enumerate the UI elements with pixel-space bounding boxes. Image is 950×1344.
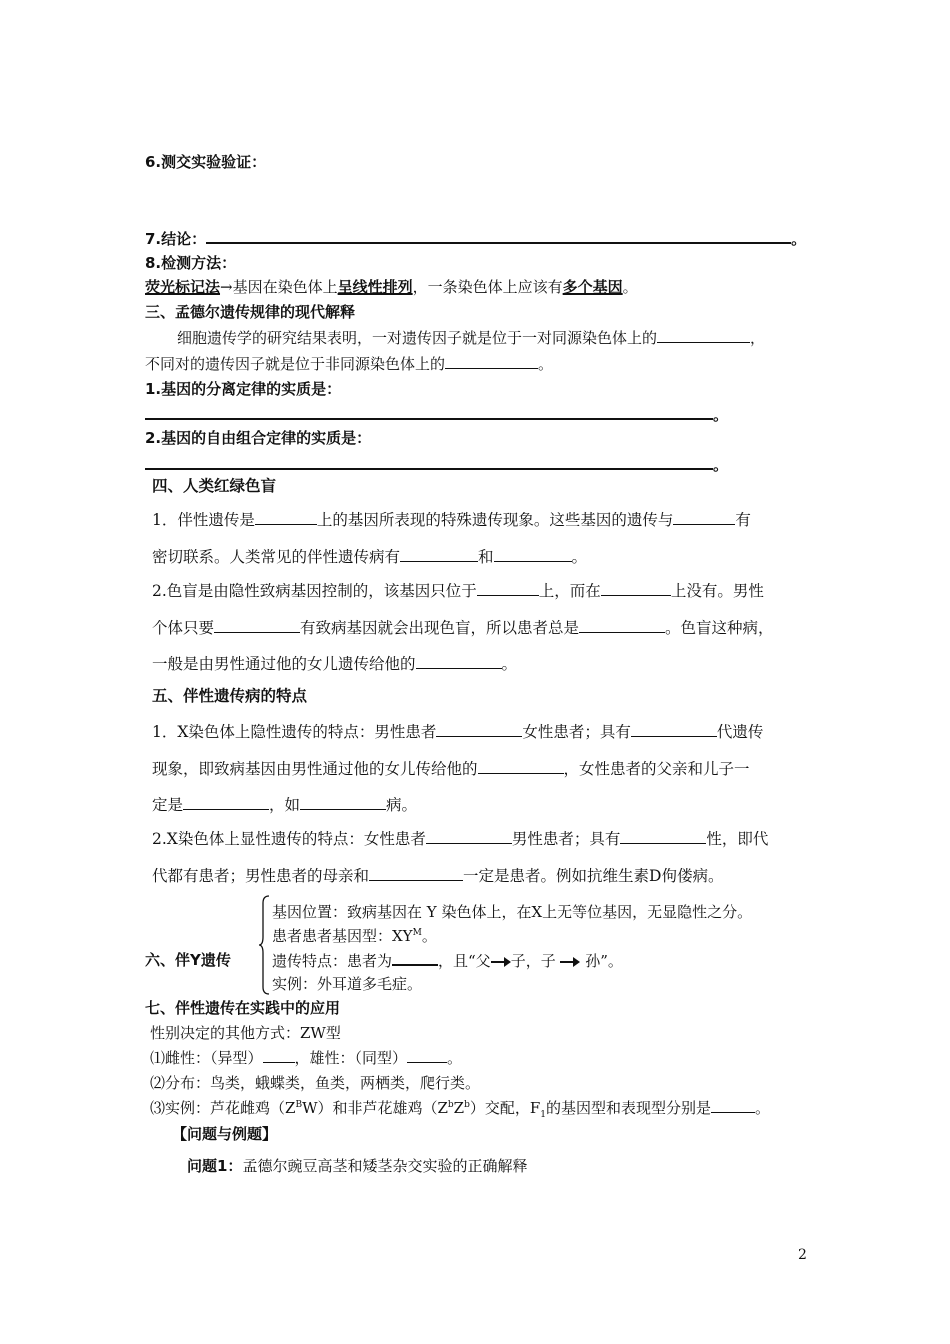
sec5-line2: 现象，即致病基因由男性通过他的女儿传给他的 ，女性患者的父亲和儿子一 [152, 760, 750, 778]
conclusion-blank [206, 228, 791, 244]
curly-brace-icon [258, 895, 270, 995]
sec4-line2: 密切联系。人类常见的伴性遗传病有 和 。 [152, 548, 588, 566]
ylinked-example: 实例：外耳道多毛症。 [272, 975, 423, 993]
sec4-line4: 个体只要 有致病基因就会出现色盲，所以患者总是 。色盲这种病， [152, 619, 774, 637]
section-3-title: 三、孟德尔遗传规律的现代解释 [145, 303, 356, 321]
blank [657, 328, 750, 343]
arrow-right-icon [560, 957, 580, 967]
section-7-title: 七、伴性遗传在实践中的应用 [145, 999, 341, 1017]
sec3-q2: 2.基因的自由组合定律的实质是： [145, 429, 372, 447]
detection-method-line: 荧光标记法→基因在染色体上呈线性排列，一条染色体上应该有多个基因。 [145, 278, 638, 296]
sec3-q1: 1.基因的分离定律的实质是： [145, 380, 342, 398]
blank [445, 354, 538, 369]
sec7-line3: ⑵分布：鸟类，蛾蝶类，鱼类，两栖类，爬行类。 [150, 1074, 481, 1092]
sec5-line5: 代都有患者；男性患者的母亲和 一定是患者。例如抗维生素D佝偻病。 [152, 867, 724, 885]
section-5-title: 五、伴性遗传病的特点 [152, 687, 308, 705]
ylinked-genotype: 患者患者基因型：$XY^M$。 [272, 927, 437, 945]
sec5-line4: 2.X染色体上显性遗传的特点：女性患者 男性患者；具有 性，即代 [152, 830, 769, 848]
sec4-line3: 2.色盲是由隐性致病基因控制的，该基因只位于 上，而在 上没有。男性 [152, 582, 764, 600]
sec4-line5: 一般是由男性通过他的女儿遗传给他的 。 [152, 655, 518, 673]
qa-title: 【问题与例题】 [172, 1125, 278, 1143]
section-6-title: 六、伴Y遗传 [145, 951, 231, 969]
ylinked-location: 基因位置：致病基因在 Y 染色体上，在X上无等位基因，无显隐性之分。 [272, 903, 753, 921]
sec5-line1: 1．X染色体上隐性遗传的特点：男性患者 女性患者；具有 代遗传 [152, 723, 764, 741]
conclusion-label: 7.结论： [145, 230, 207, 248]
sec7-line2: ⑴雌性：（异型） ，雄性：（同型） 。 [150, 1049, 463, 1067]
heading-7: 7.结论： 。 [145, 230, 807, 248]
sec7-line4: ⑶实例：芦花雌鸡$(Z^BW)$和非芦花雄鸡$(Z^bZ^b)$交配，$F_1$的基因型和表现型分别是 。 [150, 1099, 771, 1120]
sec3-q2-answer: 。 [145, 454, 728, 475]
heading-8: 8.检测方法： [145, 254, 237, 272]
sec3-para-line1: 细胞遗传学的研究结果表明，一对遗传因子就是位于一对同源染色体上的 ， [177, 329, 766, 347]
ylinked-feature: 遗传特点：患者为 ，且“父 子，子 孙”。 [272, 952, 623, 970]
answer-blank [145, 454, 713, 470]
page-number: 2 [798, 1247, 807, 1263]
answer-blank [145, 404, 713, 420]
heading-6: 6.测交实验验证： [145, 153, 267, 171]
question-1: 问题1：孟德尔豌豆高茎和矮茎杂交实验的正确解释 [187, 1157, 528, 1175]
sec7-line1: 性别决定的其他方式：ZW型 [150, 1024, 341, 1042]
sec5-line3: 定是 ，如 病。 [152, 796, 418, 814]
sec4-line1: 1．伴性遗传是 上的基因所表现的特殊遗传现象。这些基因的遗传与 有 [152, 511, 751, 529]
arrow-right-icon [491, 957, 511, 967]
sec3-para-line2: 不同对的遗传因子就是位于非同源染色体上的 。 [145, 355, 554, 373]
section-4-title: 四、人类红绿色盲 [152, 477, 277, 495]
sec3-q1-answer: 。 [145, 404, 728, 425]
